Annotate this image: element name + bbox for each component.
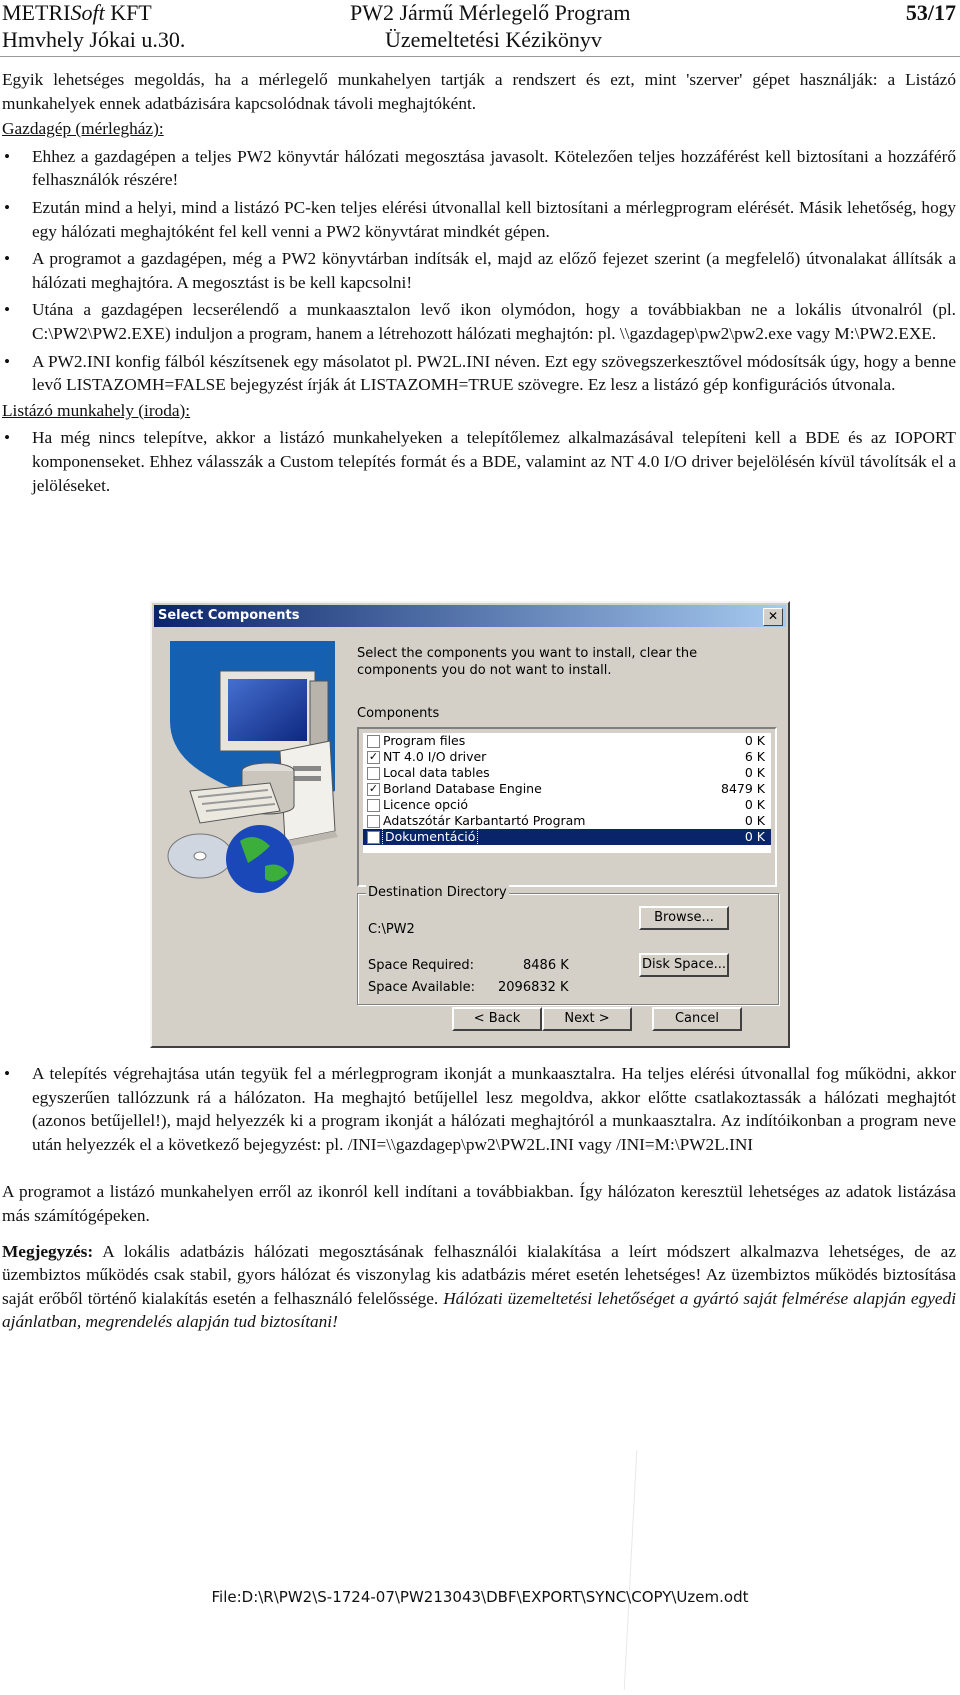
select-components-dialog	[150, 601, 790, 1048]
manual-title: Üzemeltetési Kézikönyv	[385, 27, 602, 52]
component-row-documentation[interactable]	[363, 829, 771, 845]
checkbox[interactable]	[367, 767, 380, 780]
checkbox-checked[interactable]: ✓	[368, 782, 379, 795]
company-address: Hmvhely Jókai u.30.	[2, 27, 186, 52]
cancel-button[interactable]: Cancel	[652, 1007, 742, 1031]
computer-illustration-icon	[160, 641, 345, 901]
checkbox[interactable]	[367, 799, 380, 812]
checkbox-checked[interactable]: ✓	[368, 750, 379, 763]
checkbox[interactable]	[367, 815, 380, 828]
component-size: 6 K	[744, 749, 765, 764]
host-bullet: • A programot a gazdagépen, még a PW2 könyvtárban indítsák el, majd az előző fejezet szerint (a megfelelő) útvonalakat állítsák a hálózati meghajtóra. A megosztást is be kell kapcsolni!	[2, 247, 956, 294]
component-row-data-dictionary[interactable]	[363, 813, 771, 829]
component-name: Local data tables	[383, 765, 490, 780]
component-row-local-data[interactable]	[363, 765, 771, 781]
component-size: 0 K	[744, 829, 765, 844]
checkbox[interactable]	[367, 831, 380, 844]
scan-artifact-line	[624, 1450, 638, 1690]
dialog-title: Select Components	[158, 608, 300, 623]
component-size: 0 K	[744, 813, 765, 828]
dialog-instruction: Select the components you want to install, clear the components you do not want to install.	[357, 646, 698, 678]
lower-body	[2, 1062, 956, 1334]
component-size: 0 K	[744, 797, 765, 812]
host-bullet-list	[2, 145, 956, 397]
space-required-value: 8486 K	[523, 958, 569, 973]
host-bullet: • Ezután mind a helyi, mind a listázó PC-ken teljes elérési útvonallal kell biztosítani a mérlegprogram elérését. Másik lehetőség, hogy egy hálózati meghajtóként fel kell venni a PW2 könyvtárat mindkét gépen.	[2, 196, 956, 243]
header-rule	[0, 56, 960, 57]
client-bullet: • Ha még nincs telepítve, akkor a listázó munkahelyeken a telepítőlemez alkalmazásával telepíteni kell a BDE és az IOPORT komponenseket. Ehhez válasszák a Custom telepítés formát és a BDE, valamint az NT 4.0 I/O driver bejelölésén kívül távolítsák el a jelöléseket.	[2, 426, 956, 497]
section-title-client: Listázó munkahely (iroda):	[2, 400, 191, 420]
closing-paragraph: A programot a listázó munkahelyen erről az ikonról kell indítani a továbbiakban. Így hálózaton keresztül lehetséges az adatok listázása más számítógépeken.	[2, 1182, 956, 1225]
upper-body	[2, 68, 956, 497]
destination-title: Destination Directory	[368, 885, 507, 900]
component-row-program-files[interactable]	[363, 733, 771, 749]
client-bullet-list-cont	[2, 1062, 956, 1156]
page-number: 53/17	[905, 0, 956, 25]
section-title-host: Gazdagép (mérlegház):	[2, 119, 164, 139]
component-name: Program files	[383, 733, 466, 748]
component-row-bde[interactable]	[363, 781, 771, 797]
note-paragraph	[2, 1240, 956, 1334]
back-button[interactable]: < Back	[452, 1007, 542, 1031]
components-label: Components	[357, 706, 440, 721]
program-title: PW2 Jármű Mérlegelő Program	[350, 0, 631, 25]
close-icon[interactable]: ✕	[763, 608, 783, 626]
company-prefix: METRI	[2, 0, 71, 25]
disk-space-button[interactable]: Disk Space...	[639, 953, 729, 977]
component-row-nt-driver[interactable]	[363, 749, 771, 765]
footer-file-path: File:D:\R\PW2\S-1724-07\PW213043\DBF\EXPORT\SYNC\COPY\Uzem.odt	[211, 1588, 749, 1606]
host-bullet: • A PW2.INI konfig fálból készítsenek egy másolatot pl. PW2L.INI néven. Ezt egy szövegszerkesztővel módosítsák úgy, hogy a benne levő LISTAZOMH=FALSE bejegyzést írják át LISTAZOMH=TRUE szövegre. Ez lesz a listázó gép konfigurációs útvonala.	[2, 350, 956, 397]
host-bullet: • Utána a gazdagépen lecserélendő a munkaasztalon levő ikon olymódon, hogy a továbbiakban ne a lokális útvonalról (pl. C:\PW2\PW2.EXE) induljon a program, hanem a létrehozott hálózati meghajtón: pl. \\gazdagep\pw2\pw2.exe vagy M:\PW2.EXE.	[2, 298, 956, 345]
next-button[interactable]: Next >	[542, 1007, 632, 1031]
client-bullet-list	[2, 426, 956, 497]
space-required-label: Space Required:	[368, 958, 474, 973]
component-name: Adatszótár Karbantartó Program	[383, 813, 586, 828]
component-name: Licence opció	[383, 797, 469, 812]
components-list-inner	[363, 733, 771, 853]
intro-paragraph: Egyik lehetséges megoldás, ha a mérlegelő munkahelyen tartják a rendszert és ezt, mint 'szerver' gépet használják: a Listázó munkahelyek ennek adatbázisára kapcsolódnak távoli meghajtóként.	[2, 70, 956, 113]
company-name	[2, 0, 152, 26]
components-listbox[interactable]	[357, 727, 777, 887]
note-label: Megjegyzés:	[2, 1241, 94, 1261]
client-bullet: • A telepítés végrehajtása után tegyük fel a mérlegprogram ikonját a munkaasztalra. Ha teljes elérési útvonallal fog működni, akkor egyszerűen tallózzunk rá a hálózaton. Ha meghajtó betűjellel lesz megoldva, akkor előtte csatlakoztassák a hálózati meghajtót (azonos betűjellel!), majd helyezzék ki a program ikonját a hálózati meghajtóról a munkaasztalra. Az indítóikonban a program neve után helyezzék el a következő bejegyzést: pl. /INI=\\gazdagep\pw2\PW2L.INI vagy /INI=M:\PW2L.INI	[2, 1062, 956, 1156]
note-text: A lokális adatbázis hálózati megosztásának felhasználói kialakítása a leírt módszert alkalmazva lehetséges, de az üzembiztos működés csak stabil, gyors hálózat és viszonylag kis adatbázis méret esetén lehetséges! Az üzembiztos működés biztosítása saját erőből történő kialakítás esetén a felhasználó felelőssége.	[2, 1241, 956, 1308]
dialog-titlebar	[154, 605, 786, 627]
component-name: Borland Database Engine	[383, 781, 542, 796]
component-name: NT 4.0 I/O driver	[383, 749, 487, 764]
component-size: 0 K	[744, 765, 765, 780]
space-available-value: 2096832 K	[498, 980, 569, 995]
component-name: Dokumentáció	[385, 829, 476, 844]
browse-button[interactable]: Browse...	[639, 906, 729, 930]
component-size: 0 K	[744, 733, 765, 748]
destination-path: C:\PW2	[368, 922, 415, 937]
component-size: 8479 K	[721, 781, 765, 796]
company-soft: Soft	[70, 0, 105, 25]
checkbox[interactable]	[367, 735, 380, 748]
company-suffix: KFT	[104, 0, 152, 25]
host-bullet: • Ehhez a gazdagépen a teljes PW2 könyvtár hálózati megosztása javasolt. Kötelezően teljes hozzáférést kell biztosítani a hozzáférő felhasználók részére!	[2, 145, 956, 192]
note-italic: Hálózati üzemeltetési lehetőséget a gyártó saját felmérése alapján egyedi ajánlatban, megrendelés alapján tud biztosítani!	[2, 1288, 956, 1332]
space-available-label: Space Available:	[368, 980, 475, 995]
component-row-licence[interactable]	[363, 797, 771, 813]
